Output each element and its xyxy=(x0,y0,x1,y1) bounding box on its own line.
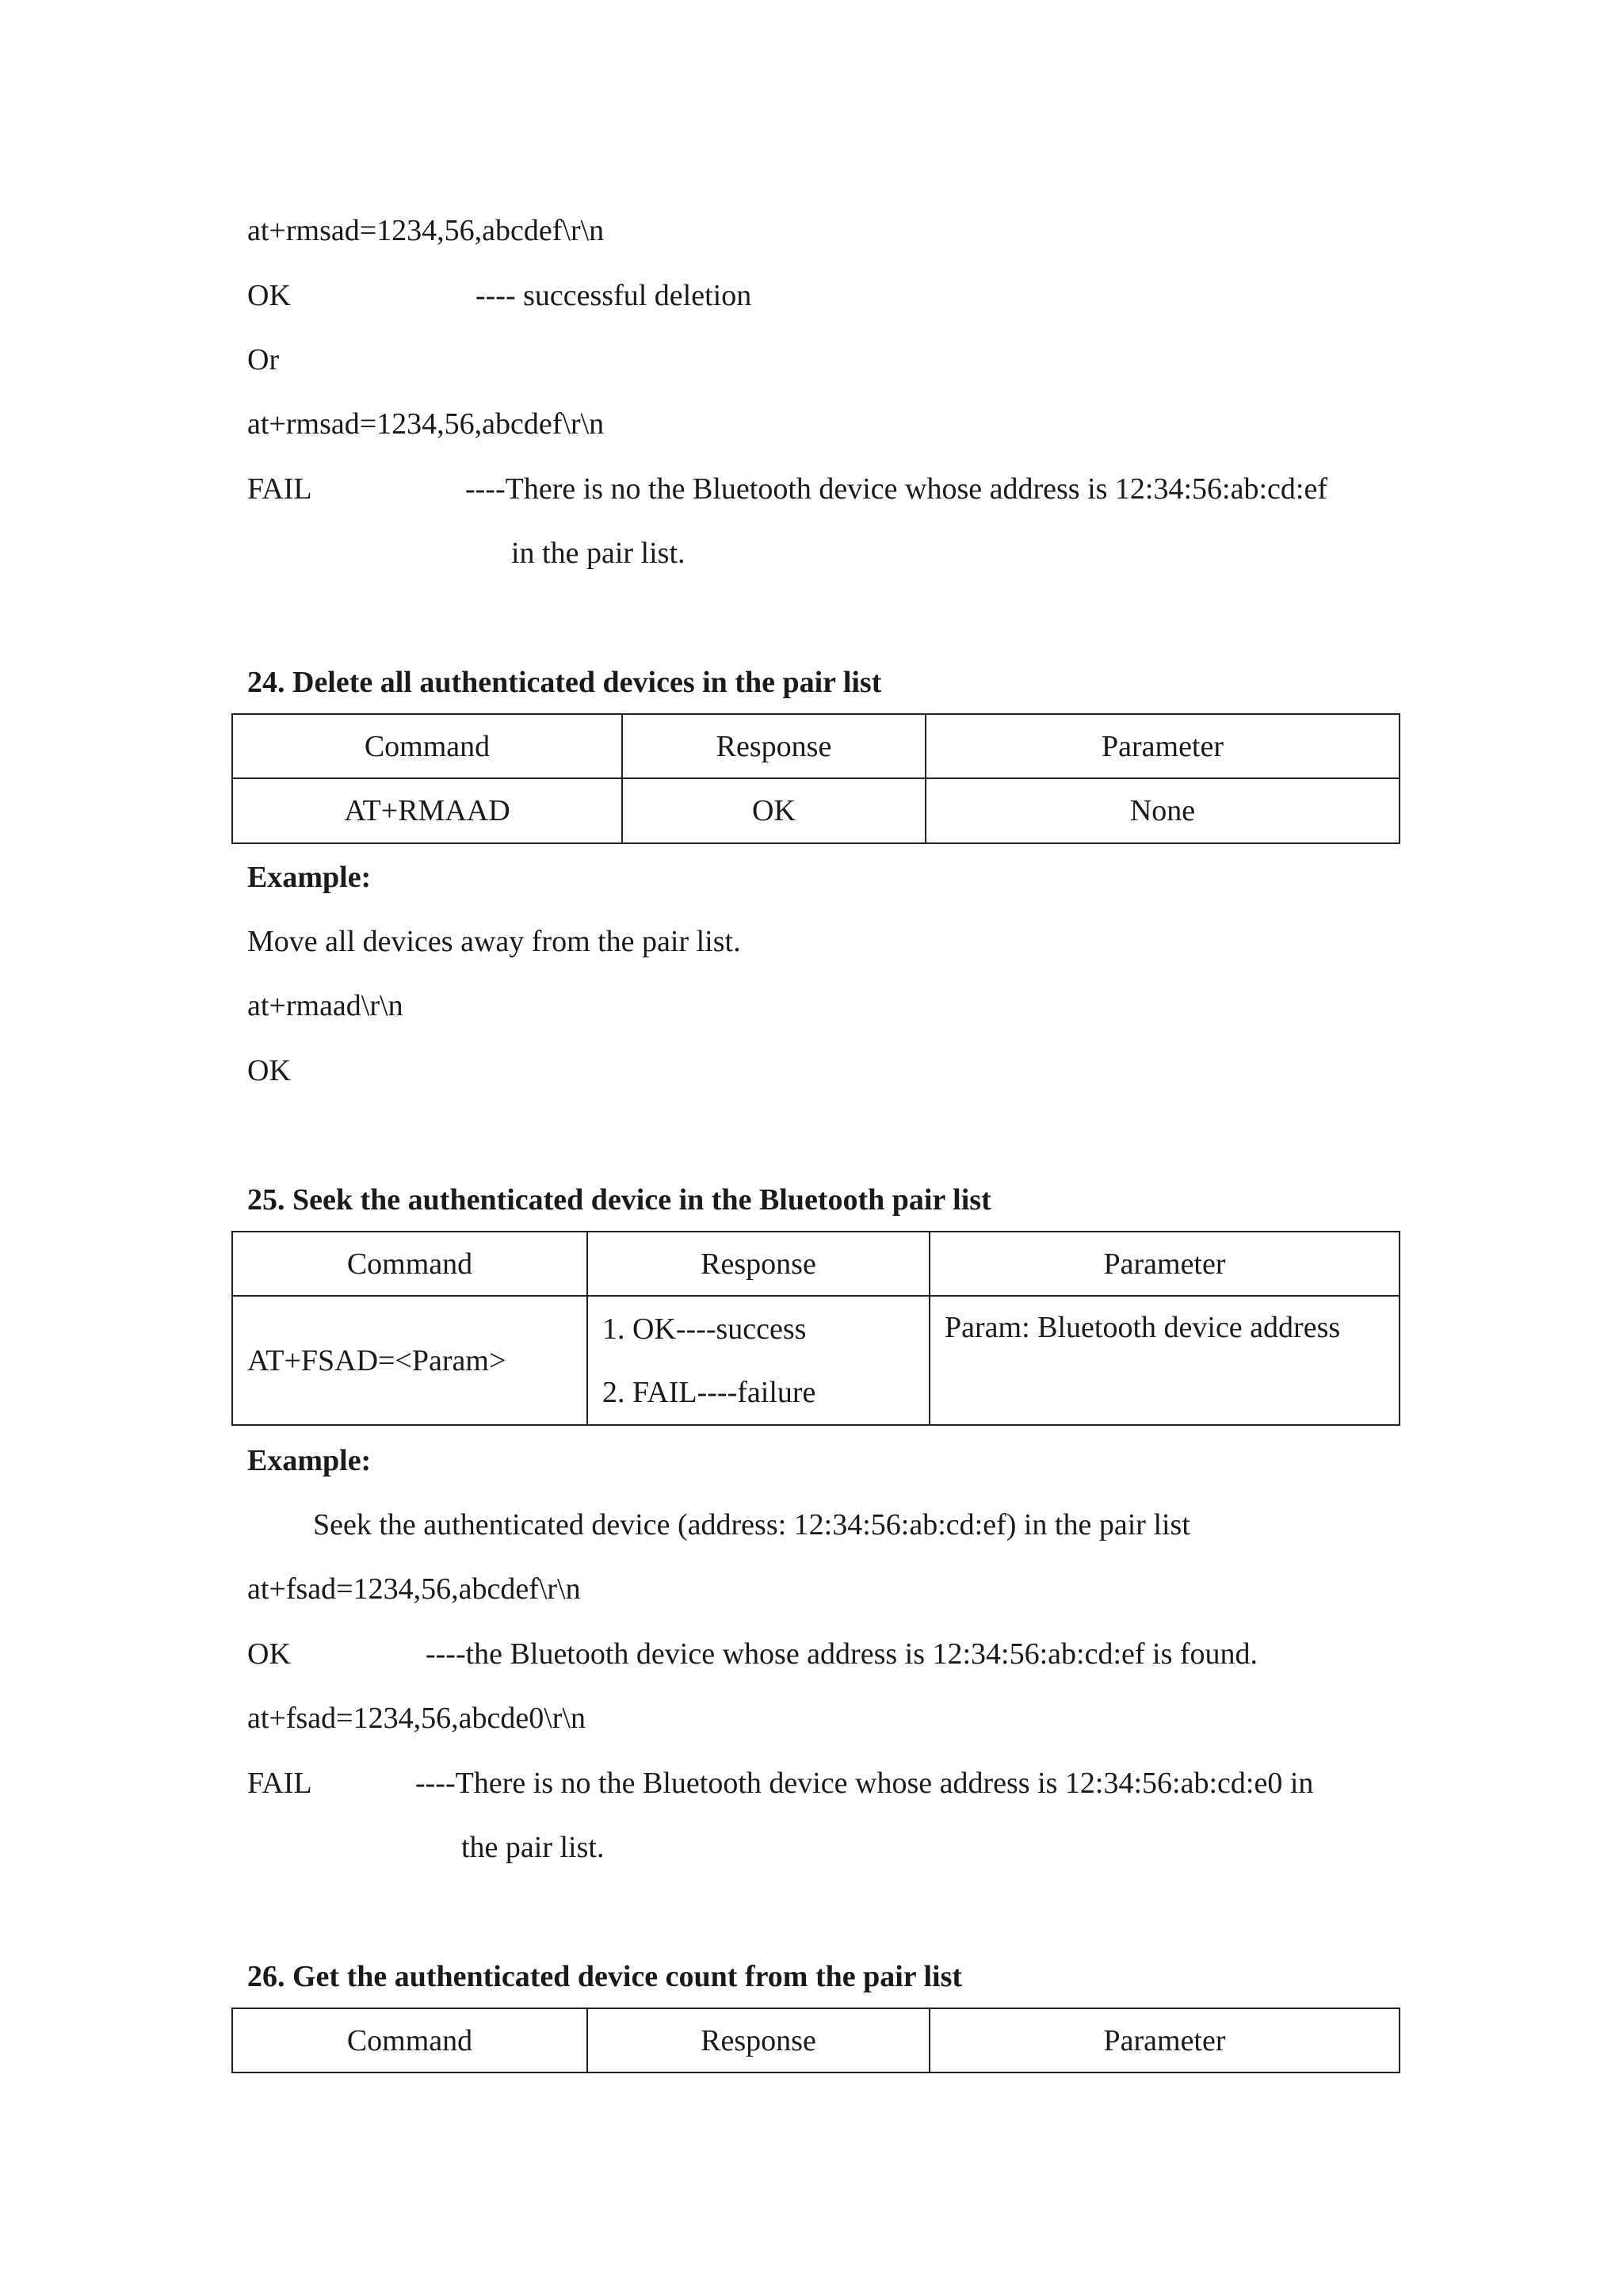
code-line: at+rmaad\r\n xyxy=(247,989,403,1022)
response-ok: OK xyxy=(247,1054,291,1087)
header-command: Command xyxy=(232,714,622,778)
code-line: at+fsad=1234,56,abcdef\r\n xyxy=(247,1572,581,1606)
cell-command: AT+RMAAD xyxy=(232,778,622,843)
response-note: ----There is no the Bluetooth device whose address is 12:34:56:ab:cd:ef xyxy=(465,472,1327,506)
cell-response: OK xyxy=(622,778,926,843)
table-header-row xyxy=(232,2008,1400,2073)
table-row xyxy=(232,1296,1400,1425)
cell-command: AT+FSAD=<Param> xyxy=(232,1296,587,1425)
header-parameter: Parameter xyxy=(930,1232,1400,1296)
header-parameter: Parameter xyxy=(930,2008,1400,2073)
response-fail: FAIL xyxy=(247,472,312,506)
header-parameter: Parameter xyxy=(926,714,1400,778)
response-note-cont: in the pair list. xyxy=(511,537,685,570)
header-response: Response xyxy=(622,714,926,778)
table-header-row xyxy=(232,714,1400,778)
response-ok: OK xyxy=(247,1637,291,1671)
example-label: Example: xyxy=(247,861,372,894)
response-ok: OK xyxy=(247,279,291,312)
header-command: Command xyxy=(232,1232,587,1296)
cell-response xyxy=(587,1296,930,1425)
code-line: at+fsad=1234,56,abcde0\r\n xyxy=(247,1702,586,1735)
cell-parameter: None xyxy=(926,778,1400,843)
table-row xyxy=(232,778,1400,843)
response-note: ---- successful deletion xyxy=(475,279,752,312)
example-desc: Seek the authenticated device (address: 12:34:56:ab:cd:ef) in the pair list xyxy=(313,1508,1190,1541)
example-desc: Move all devices away from the pair list. xyxy=(247,925,741,958)
section-heading: 24. Delete all authenticated devices in the pair list xyxy=(247,666,882,699)
cell-parameter: Param: Bluetooth device address xyxy=(930,1296,1400,1425)
section-heading: 26. Get the authenticated device count from the pair list xyxy=(247,1960,963,1993)
command-table xyxy=(231,2008,1400,2073)
response-note: ----the Bluetooth device whose address is 12:34:56:ab:cd:ef is found. xyxy=(426,1637,1258,1671)
header-response: Response xyxy=(587,2008,930,2073)
response-fail: FAIL xyxy=(247,1767,312,1800)
section-heading: 25. Seek the authenticated device in the Bluetooth pair list xyxy=(247,1183,991,1217)
header-response: Response xyxy=(587,1232,930,1296)
example-label: Example: xyxy=(247,1444,372,1477)
response-option: 1. OK----success xyxy=(602,1312,807,1346)
response-option: 2. FAIL----failure xyxy=(602,1375,816,1409)
header-command: Command xyxy=(232,2008,587,2073)
code-line: at+rmsad=1234,56,abcdef\r\n xyxy=(247,407,605,441)
table-header-row xyxy=(232,1232,1400,1296)
command-table xyxy=(231,1231,1400,1426)
command-table xyxy=(231,713,1400,844)
response-note: ----There is no the Bluetooth device whose address is 12:34:56:ab:cd:e0 in xyxy=(415,1767,1314,1800)
or-text: Or xyxy=(247,343,280,376)
code-line: at+rmsad=1234,56,abcdef\r\n xyxy=(247,214,605,247)
response-note-cont: the pair list. xyxy=(461,1831,605,1864)
